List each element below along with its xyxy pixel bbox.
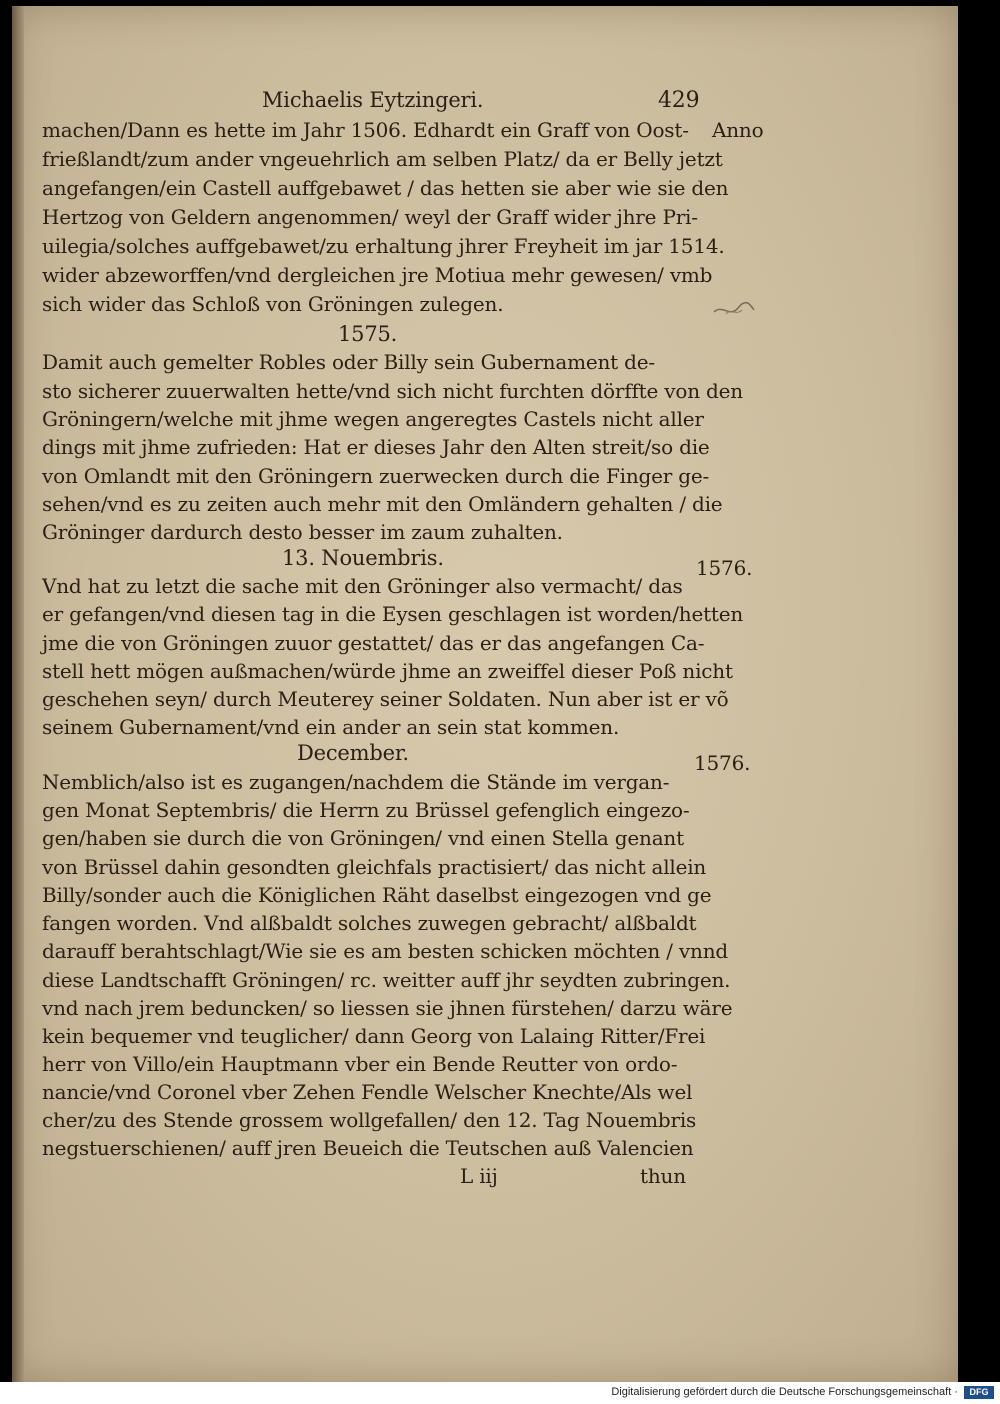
page-gutter	[12, 6, 24, 1382]
text-line: gen/haben sie durch die von Gröningen/ vnd einen Stella genant	[42, 826, 684, 850]
section-heading-month: December.	[297, 741, 409, 765]
text-line: darauff berahtschlagt/Wie sie es am besten schicken möchten / vnnd	[42, 939, 728, 963]
margin-note-year: 1576.	[696, 556, 753, 580]
text-line: Vnd hat zu letzt die sache mit den Gröninger also vermacht/ das	[42, 574, 683, 598]
text-line: nancie/vnd Coronel vber Zehen Fendle Welscher Knechte/Als wel	[42, 1080, 693, 1104]
text-line: geschehen seyn/ durch Meuterey seiner Soldaten. Nun aber ist er võ	[42, 687, 729, 711]
text-line: uilegia/solches auffgebawet/zu erhaltung jhrer Freyheit im jar 1514.	[42, 234, 725, 258]
text-line: Gröninger dardurch desto besser im zaum zuhalten.	[42, 520, 563, 544]
margin-note-year: 1576.	[694, 751, 751, 775]
text-line: frießlandt/zum ander vngeuehrlich am selben Platz/ da er Belly jetzt	[42, 147, 723, 171]
text-line: cher/zu des Stende grossem wollgefallen/ den 12. Tag Nouembris	[42, 1108, 697, 1132]
text-line: Hertzog von Geldern angenommen/ weyl der Graff wider jhre Pri-	[42, 205, 698, 229]
page-number: 429	[658, 88, 700, 113]
text-line: sich wider das Schloß von Gröningen zulegen.	[42, 292, 504, 316]
margin-ornament	[712, 298, 756, 320]
book-page	[12, 6, 958, 1382]
text-line: jme die von Gröningen zuuor gestattet/ das er das angefangen Ca-	[42, 631, 705, 655]
text-line: sto sicherer zuuerwalten hette/vnd sich nicht furchten dörffte von den	[42, 379, 743, 403]
dfg-logo: DFG	[964, 1386, 994, 1399]
text-line: von Brüssel dahin gesondten gleichfals practisiert/ das nicht allein	[42, 855, 707, 879]
text-line: Nemblich/also ist es zugangen/nachdem die Stände im vergan-	[42, 770, 670, 794]
catchword: thun	[640, 1164, 686, 1188]
text-line: negstuerschienen/ auff jren Beueich die Teutschen auß Valencien	[42, 1136, 694, 1160]
text-line: er gefangen/vnd diesen tag in die Eysen geschlagen ist worden/hetten	[42, 602, 744, 626]
text-line: Damit auch gemelter Robles oder Billy sein Gubernament de-	[42, 350, 655, 374]
footer-bar	[0, 1382, 1000, 1404]
text-line: angefangen/ein Castell auffgebawet / das hetten sie aber wie sie den	[42, 176, 729, 200]
text-line: stell hett mögen außmachen/würde jhme an zweiffel dieser Poß nicht	[42, 659, 733, 683]
text-line: Gröningern/welche mit jhme wegen angeregtes Castels nicht aller	[42, 407, 704, 431]
text-line: gen Monat Septembris/ die Herrn zu Brüssel gefenglich eingezo-	[42, 798, 690, 822]
text-line: fangen worden. Vnd alßbaldt solches zuwegen gebracht/ alßbaldt	[42, 911, 697, 935]
footer-credit: Digitalisierung gefördert durch die Deutsche Forschungsgemeinschaft ·	[611, 1386, 958, 1398]
text-line: von Omlandt mit den Gröningern zuerwecken durch die Finger ge-	[42, 464, 710, 488]
section-heading-date: 13. Nouembris.	[282, 546, 444, 570]
text-line: wider abzeworffen/vnd dergleichen jre Motiua mehr gewesen/ vmb	[42, 263, 713, 287]
text-line: kein bequemer vnd teuglicher/ dann Georg von Lalaing Ritter/Frei	[42, 1024, 706, 1048]
text-line: sehen/vnd es zu zeiten auch mehr mit den Omländern gehalten / die	[42, 492, 723, 516]
text-line: dings mit jhme zufrieden: Hat er dieses Jahr den Alten streit/so die	[42, 435, 710, 459]
signature-mark: L iij	[460, 1164, 498, 1188]
text-line: vnd nach jrem beduncken/ so liessen sie jhnen fürstehen/ darzu wäre	[42, 996, 733, 1020]
text-line: herr von Villo/ein Hauptmann vber ein Bende Reutter von ordo-	[42, 1052, 678, 1076]
text-line: diese Landtschafft Gröningen/ rc. weitter auff jhr seydten zubringen.	[42, 968, 731, 992]
running-head: Michaelis Eytzingeri.	[262, 88, 484, 112]
text-line: Billy/sonder auch die Königlichen Räht daselbst eingezogen vnd ge	[42, 883, 712, 907]
margin-note-anno: Anno	[712, 118, 764, 142]
text-line: machen/Dann es hette im Jahr 1506. Edhardt ein Graff von Oost-	[42, 118, 689, 142]
text-line: seinem Gubernament/vnd ein ander an sein stat kommen.	[42, 715, 620, 739]
section-heading-year: 1575.	[338, 322, 398, 346]
